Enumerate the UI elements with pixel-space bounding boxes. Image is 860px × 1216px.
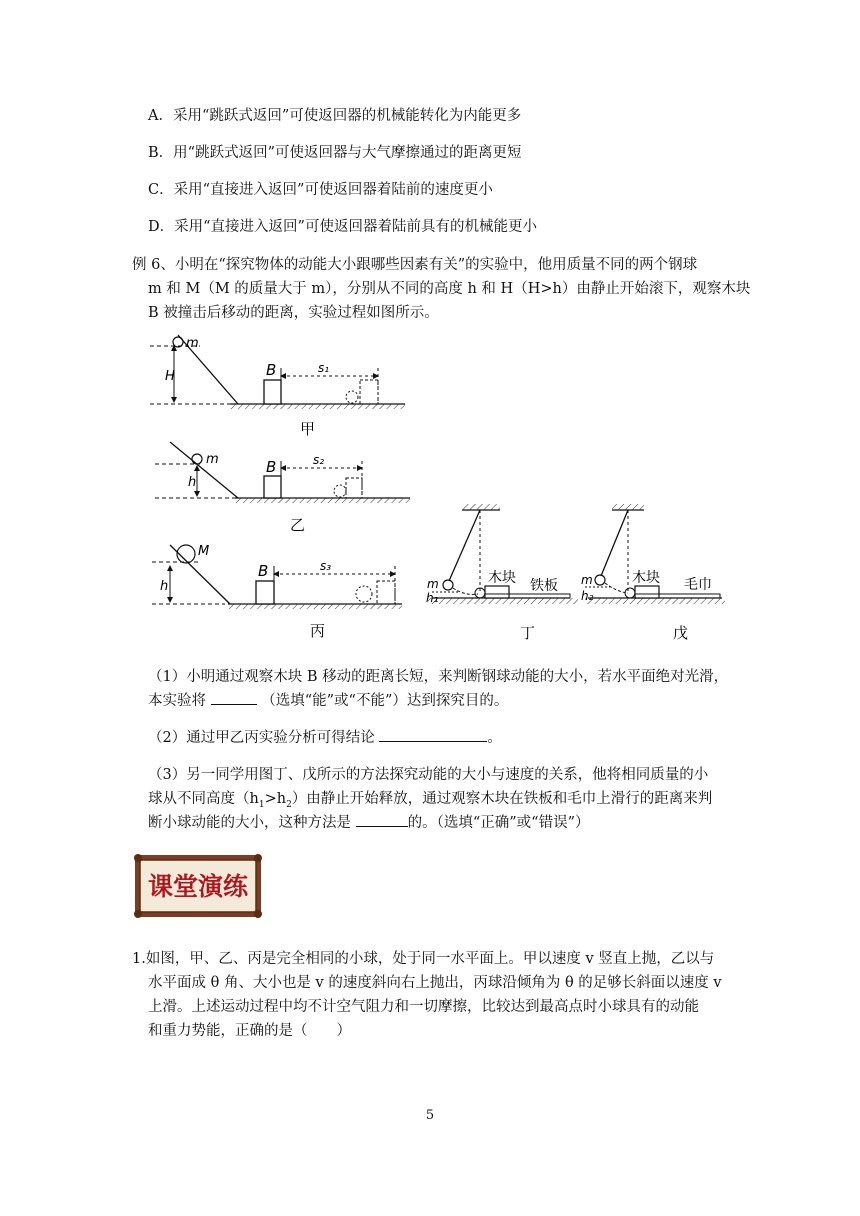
q3-line2-part2: ）由静止开始释放，通过观察木块在铁板和毛巾上滑行的距离来判 bbox=[291, 791, 713, 807]
figure-ding bbox=[426, 504, 578, 642]
ding-height-label: h₁ bbox=[426, 591, 439, 605]
practice1-line1: 1.如图，甲、乙、丙是完全相同的小球，处于同一水平面上。甲以速度 v 竖直上抛，乙以与 bbox=[132, 951, 715, 967]
wu-surface-label: 毛巾 bbox=[684, 577, 712, 593]
practice1-line3: 上滑。上述运动过程中均不计空气阻力和一切摩擦，比较达到最高点时小球具有的动能 bbox=[148, 999, 699, 1015]
section-badge bbox=[132, 852, 264, 920]
yi-block-label: B bbox=[266, 458, 277, 476]
jia-block-label: B bbox=[266, 361, 277, 379]
experiment-figure bbox=[140, 330, 740, 650]
q1-line2-suffix: （选填“能”或“不能”）达到探究目的。 bbox=[261, 693, 509, 709]
figure-bing bbox=[152, 544, 402, 640]
q3-line2-mid: >h bbox=[264, 791, 287, 807]
wu-caption: 戊 bbox=[673, 624, 689, 642]
practice1-line2: 水平面成 θ 角、大小也是 v 的速度斜向右上抛出，丙球沿倾角为 θ 的足够长斜面以速度 v bbox=[148, 975, 722, 991]
q3-subscript-1: 1 bbox=[258, 799, 265, 810]
q1-line1: （1）小明通过观察木块 B 移动的距离长短，来判断钢球动能的大小，若水平面绝对光滑， bbox=[148, 669, 729, 685]
bing-dist-label: s₃ bbox=[320, 559, 332, 573]
bing-block-label: B bbox=[258, 562, 269, 580]
jia-height-label: H bbox=[165, 369, 175, 384]
jia-dist-label: s₁ bbox=[318, 361, 330, 375]
q1-answer-blank[interactable] bbox=[211, 689, 257, 705]
q3-answer-blank[interactable] bbox=[356, 811, 408, 827]
wu-block-label: 木块 bbox=[632, 570, 660, 586]
page-number: 5 bbox=[425, 1108, 435, 1123]
ding-ball-label: m bbox=[427, 577, 439, 591]
wu-height-label: h₂ bbox=[581, 589, 594, 603]
yi-dist-label: s₂ bbox=[313, 453, 325, 467]
q3-line1: （3）另一同学用图丁、戊所示的方法探究动能的大小与速度的关系，他将相同质量的小 bbox=[148, 767, 709, 783]
q1-line2 bbox=[148, 689, 508, 713]
yi-ball-label: m bbox=[206, 452, 219, 467]
q3-line2-part1: 球从不同高度（h bbox=[148, 791, 259, 807]
q2-answer-blank[interactable] bbox=[379, 726, 487, 742]
ding-caption: 丁 bbox=[520, 624, 536, 642]
yi-caption: 乙 bbox=[290, 516, 306, 534]
badge-text: 课堂演练 bbox=[147, 872, 249, 901]
practice1-line4: 和重力势能，正确的是（ ） bbox=[148, 1023, 351, 1039]
q3-line3-suffix: 的。（选填“正确”或“错误”） bbox=[407, 815, 590, 831]
example6-line3: B 被撞击后移动的距离，实验过程如图所示。 bbox=[148, 305, 439, 321]
bing-caption: 丙 bbox=[310, 622, 326, 640]
ding-block-label: 木块 bbox=[488, 570, 516, 586]
option-b: B．用“跳跃式返回”可使返回器与大气摩擦通过的距离更短 bbox=[148, 145, 522, 161]
bing-ball-label: M bbox=[198, 544, 210, 559]
q3-subscript-2: 2 bbox=[286, 799, 292, 810]
option-c: C．采用“直接进入返回”可使返回器着陆前的速度更小 bbox=[148, 182, 493, 198]
figure-wu bbox=[581, 504, 725, 642]
jia-caption: 甲 bbox=[300, 420, 316, 438]
q2-suffix: 。 bbox=[487, 730, 502, 746]
figure-yi bbox=[155, 442, 410, 534]
q2-line bbox=[148, 726, 502, 750]
example6-line1: 例 6、小明在“探究物体的动能大小跟哪些因素有关”的实验中，他用质量不同的两个钢球 bbox=[132, 257, 698, 273]
bing-height-label: h bbox=[160, 579, 169, 594]
figure-jia bbox=[150, 335, 405, 438]
option-a: A．采用“跳跃式返回”可使返回器的机械能转化为内能更多 bbox=[148, 108, 522, 124]
ding-surface-label: 铁板 bbox=[530, 578, 558, 594]
q3-line3 bbox=[148, 811, 590, 835]
q2-prefix: （2）通过甲乙丙实验分析可得结论 bbox=[148, 730, 375, 746]
jia-ball-label: m bbox=[186, 336, 199, 351]
option-d: D．采用“直接进入返回”可使返回器着陆前具有的机械能更小 bbox=[148, 219, 537, 235]
q1-line2-prefix: 本实验将 bbox=[148, 693, 206, 709]
wu-ball-label: m bbox=[581, 573, 593, 587]
q3-line3-prefix: 断小球动能的大小，这种方法是 bbox=[148, 815, 351, 831]
example6-line2: m 和 M（M 的质量大于 m），分别从不同的高度 h 和 H（H>h）由静止开始滚下，观察木块 bbox=[148, 281, 751, 297]
yi-height-label: h bbox=[188, 475, 197, 490]
